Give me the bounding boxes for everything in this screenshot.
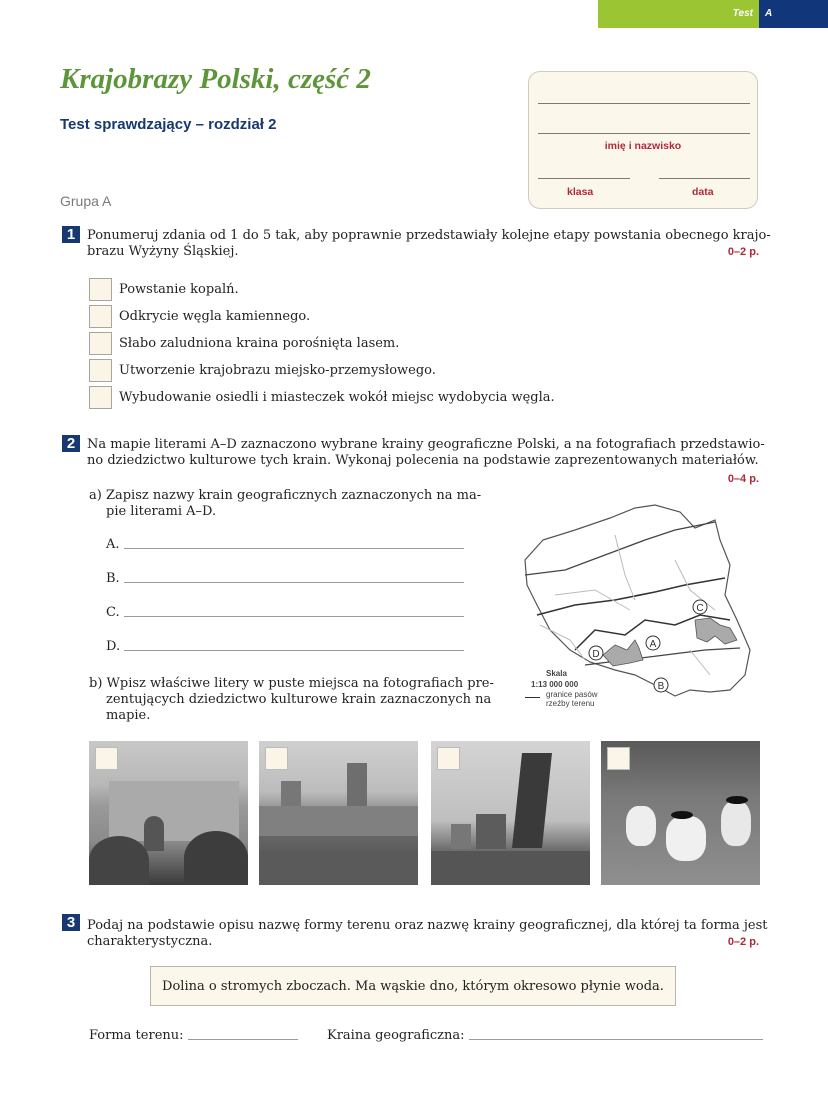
map-marker-c: C bbox=[696, 603, 704, 614]
answer-letter: B. bbox=[106, 571, 120, 586]
task-1-number: 1 bbox=[62, 226, 80, 243]
answer-underline[interactable] bbox=[124, 615, 464, 617]
order-item bbox=[89, 331, 399, 356]
task-2-points: 0–4 p. bbox=[727, 473, 759, 485]
task-2-instruction bbox=[87, 437, 765, 469]
name-line-1[interactable] bbox=[538, 103, 750, 104]
header-bar bbox=[598, 0, 828, 28]
answer-letter: C. bbox=[106, 605, 120, 620]
date-label: data bbox=[692, 186, 714, 198]
region-input-line[interactable] bbox=[469, 1038, 763, 1040]
order-item-text: Odkrycie węgla kamiennego. bbox=[119, 309, 311, 324]
task-2b-line-3: mapie. bbox=[106, 708, 151, 723]
group-label: Grupa A bbox=[60, 193, 112, 209]
task-2b-line-1: b) Wpisz właściwe litery w puste miejsca na fotografiach pre- bbox=[89, 676, 494, 691]
task-3-points: 0–2 p. bbox=[727, 936, 759, 948]
student-info-box bbox=[528, 71, 758, 209]
task-2a-line-1: a) Zapisz nazwy krain geograficznych zaznaczonych na ma- bbox=[89, 488, 482, 503]
group-badge bbox=[759, 0, 828, 28]
order-number-box[interactable] bbox=[89, 332, 112, 355]
task-2a-line-2: pie literami A–D. bbox=[106, 504, 217, 519]
task-2-line-1: Na mapie literami A–D zaznaczono wybrane krainy geograficzne Polski, a na fotografiach przedstawio- bbox=[87, 437, 765, 452]
answer-underline[interactable] bbox=[124, 581, 464, 583]
map-scale-title: Skala bbox=[546, 669, 567, 678]
task-3-line-1: Podaj na podstawie opisu nazwę formy terenu oraz nazwę krainy geograficznej, dla której ta forma jest bbox=[87, 918, 768, 933]
landform-field bbox=[89, 1028, 298, 1043]
task-2b-line-2: zentujących dziedzictwo kulturowe krain zaznaczonych na bbox=[106, 692, 492, 707]
order-number-box[interactable] bbox=[89, 305, 112, 328]
region-field bbox=[327, 1028, 763, 1043]
name-line-2[interactable] bbox=[538, 133, 750, 134]
task-2b-instruction bbox=[89, 676, 494, 724]
task-2a-instruction bbox=[89, 488, 481, 520]
order-number-box[interactable] bbox=[89, 359, 112, 382]
order-item bbox=[89, 358, 436, 383]
task-3-instruction bbox=[87, 918, 768, 950]
order-number-box[interactable] bbox=[89, 386, 112, 409]
order-number-box[interactable] bbox=[89, 278, 112, 301]
answer-underline[interactable] bbox=[124, 649, 464, 651]
photo-answer-box[interactable] bbox=[437, 747, 460, 770]
order-item-text: Powstanie kopalń. bbox=[119, 282, 239, 297]
group-badge-label: A bbox=[765, 8, 773, 19]
answer-letter: D. bbox=[106, 639, 121, 654]
map-legend-line-1: granice pasów bbox=[546, 690, 598, 699]
page-subtitle: Test sprawdzający – rozdział 2 bbox=[60, 116, 277, 133]
order-item-text: Utworzenie krajobrazu miejsko-przemysłowego. bbox=[119, 363, 436, 378]
task-1-line-2: brazu Wyżyny Śląskiej. bbox=[87, 244, 239, 259]
order-item-text: Słabo zaludniona kraina porośnięta lasem. bbox=[119, 336, 400, 351]
name-label: imię i nazwisko bbox=[604, 140, 682, 152]
landform-label: Forma terenu: bbox=[89, 1028, 184, 1043]
answer-underline[interactable] bbox=[124, 547, 464, 549]
map-legend-line-icon bbox=[525, 697, 540, 698]
landform-input-line[interactable] bbox=[188, 1038, 298, 1040]
map-legend-text bbox=[546, 690, 598, 708]
terrain-description-box: Dolina o stromych zboczach. Ma wąskie dno, którym okresowo płynie woda. bbox=[150, 966, 676, 1006]
task-1-line-1: Ponumeruj zdania od 1 do 5 tak, aby poprawnie przedstawiały kolejne etapy powstania obecnego krajo- bbox=[87, 228, 771, 243]
highlander-dance-photo bbox=[601, 741, 760, 885]
answer-line-d[interactable] bbox=[106, 639, 464, 654]
class-line[interactable] bbox=[538, 178, 630, 179]
task-1-instruction bbox=[87, 228, 771, 260]
photo-answer-box[interactable] bbox=[607, 747, 630, 770]
task-1-points: 0–2 p. bbox=[727, 246, 759, 258]
answer-letter: A. bbox=[106, 537, 120, 552]
mine-shaft-tower-photo bbox=[431, 741, 590, 885]
task-2-number: 2 bbox=[62, 435, 80, 452]
castle-ruins-photo bbox=[259, 741, 418, 885]
order-item bbox=[89, 304, 310, 329]
task-2-line-2: no dziedzictwo kulturowe tych krain. Wykonaj polecenia na podstawie zaprezentowanych materiałów. bbox=[87, 453, 759, 468]
castle-palace-photo bbox=[89, 741, 248, 885]
test-label: Test bbox=[732, 8, 753, 19]
order-item bbox=[89, 277, 239, 302]
date-line[interactable] bbox=[659, 178, 750, 179]
map-marker-d: D bbox=[592, 649, 600, 660]
order-item-text: Wybudowanie osiedli i miasteczek wokół miejsc wydobycia węgla. bbox=[119, 390, 555, 405]
page-title: Krajobrazy Polski, część 2 bbox=[60, 63, 371, 95]
test-tab bbox=[598, 0, 759, 28]
answer-line-c[interactable] bbox=[106, 605, 464, 620]
task-3-number: 3 bbox=[62, 914, 80, 931]
photo-answer-box[interactable] bbox=[95, 747, 118, 770]
region-label: Kraina geograficzna: bbox=[327, 1028, 465, 1043]
answer-line-b[interactable] bbox=[106, 571, 464, 586]
class-label: klasa bbox=[567, 186, 594, 198]
map-marker-a: A bbox=[649, 639, 657, 650]
map-legend-line-2: rzeźby terenu bbox=[546, 699, 595, 708]
map-scale-value: 1:13 000 000 bbox=[531, 680, 579, 689]
answer-line-a[interactable] bbox=[106, 537, 464, 552]
task-3-line-2: charakterystyczna. bbox=[87, 934, 213, 949]
photo-answer-box[interactable] bbox=[265, 747, 288, 770]
order-item bbox=[89, 385, 555, 410]
map-marker-b: B bbox=[657, 681, 665, 692]
